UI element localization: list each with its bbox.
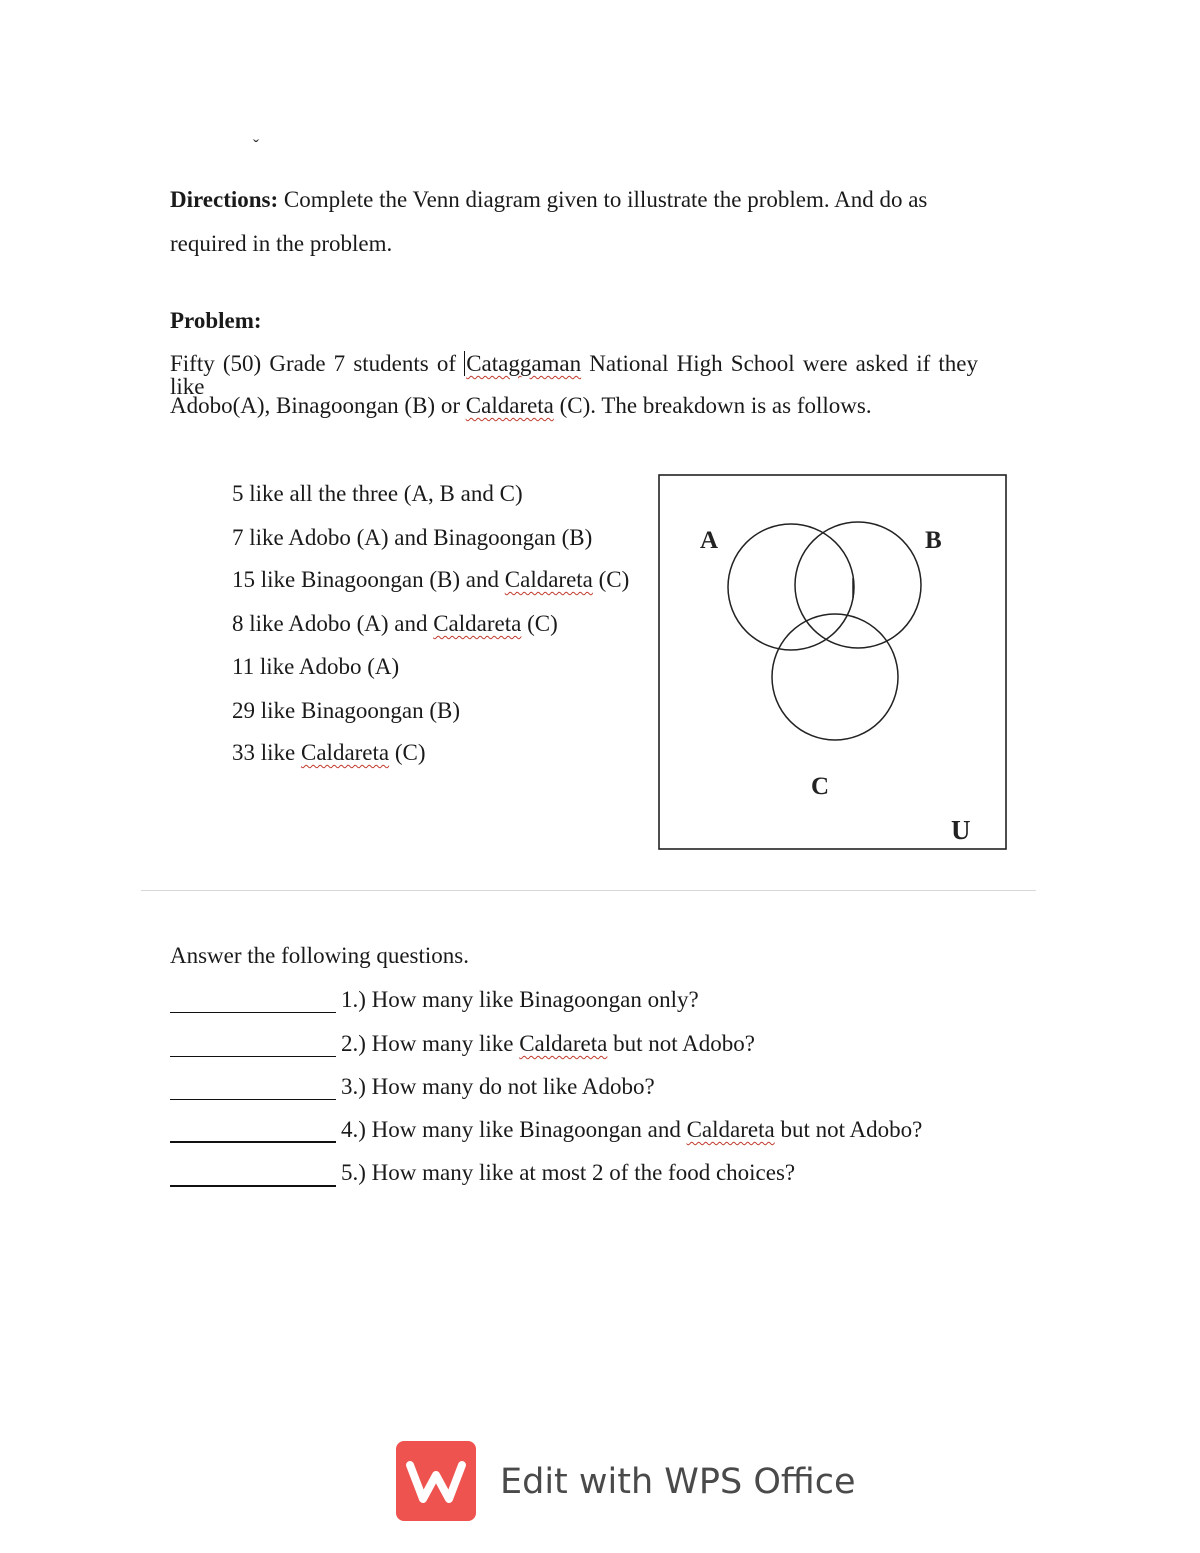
header-mark: ˇ (253, 136, 259, 156)
directions-label: Directions: (170, 187, 279, 212)
page-separator (141, 890, 1036, 891)
questions-heading: Answer the following questions. (170, 943, 469, 968)
problem-line-1 (170, 352, 978, 398)
caldareta-misspelled[interactable]: Caldareta (465, 393, 554, 418)
problem-line-2 (170, 394, 978, 417)
breakdown-item-text: 11 like Adobo (A) (232, 654, 400, 679)
universal-set-label: U (951, 815, 971, 845)
breakdown-item-text: 29 like Binagoongan (B) (232, 698, 461, 723)
directions-text: Complete the Venn diagram given to illustrate the problem. And do as required in the problem. (170, 187, 928, 256)
question-text: 3.) How many do not like Adobo? (341, 1074, 655, 1099)
question-suffix: but not Adobo? (774, 1117, 923, 1142)
caldareta-misspelled[interactable]: Caldareta (433, 611, 522, 636)
question-1 (341, 988, 699, 1011)
problem-line-2-post: (C). The breakdown is as follows. (553, 393, 872, 418)
caldareta-misspelled[interactable]: Caldareta (301, 740, 390, 765)
problem-line-2-pre: Adobo(A), Binagoongan (B) or (170, 393, 466, 418)
breakdown-item-text: 33 like (232, 740, 301, 765)
breakdown-item-text: 15 like Binagoongan (B) and (232, 567, 505, 592)
question-text: 2.) How many like (341, 1031, 520, 1056)
school-name-misspelled[interactable]: Cataggaman (466, 351, 582, 376)
edit-with-wps-office-link[interactable]: Edit with WPS Office (500, 1462, 856, 1502)
answer-blank-5[interactable] (170, 1185, 336, 1187)
set-b-label: B (925, 527, 942, 554)
question-text: 5.) How many like at most 2 of the food choices? (341, 1160, 796, 1185)
set-c-label: C (811, 773, 830, 800)
breakdown-item-text: 5 like all the three (A, B and C) (232, 481, 523, 506)
breakdown-item (232, 699, 460, 722)
venn-diagram[interactable] (658, 474, 1008, 852)
question-3 (341, 1075, 655, 1098)
breakdown-item (232, 568, 629, 591)
question-text: 1.) How many like Binagoongan only? (341, 987, 699, 1012)
caldareta-misspelled[interactable]: Caldareta (519, 1031, 608, 1056)
breakdown-item (232, 482, 523, 505)
answer-blank-2[interactable] (170, 1056, 336, 1057)
breakdown-item-suffix: (C) (592, 567, 630, 592)
question-4 (341, 1118, 922, 1141)
question-5 (341, 1161, 795, 1184)
breakdown-item (232, 526, 592, 549)
breakdown-item-text: 8 like Adobo (A) and (232, 611, 434, 636)
problem-heading: Problem: (170, 308, 262, 333)
breakdown-item-suffix: (C) (521, 611, 558, 636)
breakdown-item (232, 655, 399, 678)
wps-w-icon (396, 1441, 476, 1521)
answer-blank-3[interactable] (170, 1099, 336, 1100)
question-suffix: but not Adobo? (607, 1031, 755, 1056)
question-text: 4.) How many like Binagoongan and (341, 1117, 687, 1142)
breakdown-item (232, 612, 558, 635)
directions-paragraph (170, 178, 980, 266)
problem-line-1-pre: Fifty (50) Grade 7 students of (170, 351, 465, 376)
caldareta-misspelled[interactable]: Caldareta (686, 1117, 775, 1142)
breakdown-item-text: 7 like Adobo (A) and Binagoongan (B) (232, 525, 593, 550)
answer-blank-1[interactable] (170, 1012, 336, 1013)
wps-office-logo-icon[interactable] (396, 1441, 476, 1521)
breakdown-item (232, 741, 426, 764)
caldareta-misspelled[interactable]: Caldareta (504, 567, 593, 592)
question-2 (341, 1032, 755, 1055)
problem-line-1-post: National High School were asked if they like (170, 351, 978, 399)
breakdown-item-suffix: (C) (389, 740, 426, 765)
answer-blank-4[interactable] (170, 1141, 336, 1143)
set-b-circle (795, 522, 921, 648)
set-a-label: A (700, 527, 719, 554)
